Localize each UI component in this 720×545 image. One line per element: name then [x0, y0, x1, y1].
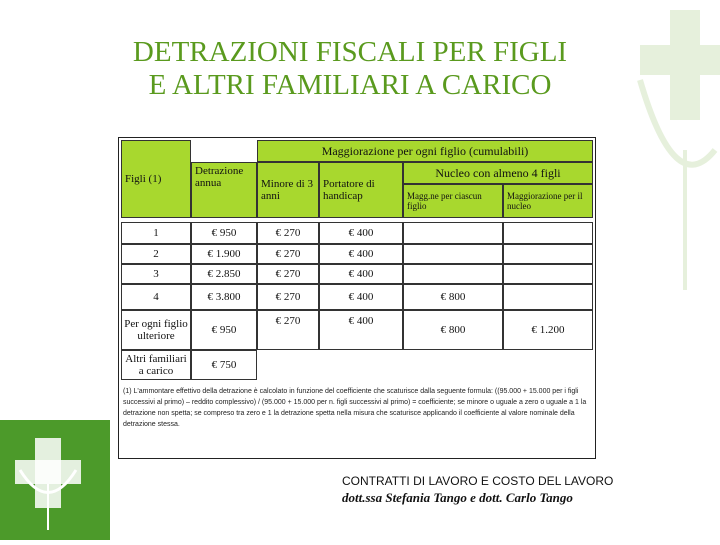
decorative-cross-logo — [0, 420, 110, 540]
cell-minore: € 270 — [257, 244, 319, 264]
cell-detrazione: € 750 — [191, 350, 257, 380]
header-magg-nucleo: Maggiorazione per il nucleo — [503, 184, 593, 218]
cell-magg-nucleo — [503, 222, 593, 244]
cell-figli: Per ogni figlio ulteriore — [121, 310, 191, 350]
header-maggiorazione: Maggiorazione per ogni figlio (cumulabili) — [257, 140, 593, 162]
cell-magg-figlio — [403, 244, 503, 264]
cell-magg-figlio — [403, 264, 503, 284]
cell-figli: 1 — [121, 222, 191, 244]
cell-detrazione: € 2.850 — [191, 264, 257, 284]
header-detrazione: Detrazione annua — [191, 162, 257, 218]
cell-handicap: € 400 — [319, 284, 403, 310]
header-figli: Figli (1) — [121, 140, 191, 218]
cell-minore: € 270 — [257, 310, 319, 350]
cell-magg-nucleo — [503, 284, 593, 310]
cell-handicap: € 400 — [319, 264, 403, 284]
cell-minore: € 270 — [257, 222, 319, 244]
cell-handicap: € 400 — [319, 244, 403, 264]
cell-magg-figlio: € 800 — [403, 284, 503, 310]
cell-magg-nucleo: € 1.200 — [503, 310, 593, 350]
cell-figli: Altri familiari a carico — [121, 350, 191, 380]
deductions-table — [118, 137, 596, 459]
cell-detrazione: € 1.900 — [191, 244, 257, 264]
cell-minore: € 270 — [257, 264, 319, 284]
cell-detrazione: € 950 — [191, 310, 257, 350]
cell-figli: 4 — [121, 284, 191, 310]
cell-handicap: € 400 — [319, 222, 403, 244]
header-nucleo: Nucleo con almeno 4 figli — [403, 162, 593, 184]
cell-magg-figlio: € 800 — [403, 310, 503, 350]
title-line-2: E ALTRI FAMILIARI A CARICO — [148, 69, 552, 101]
cell-magg-figlio — [403, 222, 503, 244]
page-title — [40, 36, 660, 102]
cell-magg-nucleo — [503, 264, 593, 284]
table-footnote: (1) L'ammontare effettivo della detrazione è calcolato in funzione del coefficiente che scaturisce dalla seguente formula: ((95.000 + 15.000 per i figli successivi al primo) – reddito complessivo) / (95.000 + 15.000 per n. figli successivi al primo) = coefficiente; se minore o uguale a zero o uguale a 1 la detrazione non spetta; se compreso tra zero e 1 la detrazione spetta nella misura che scaturisce applicando il coefficiente al valore nominale della detrazione stessa. — [123, 388, 587, 428]
cell-figli: 3 — [121, 264, 191, 284]
cell-minore: € 270 — [257, 284, 319, 310]
footer-authors: dott.ssa Stefania Tango e dott. Carlo Tango — [342, 490, 573, 505]
title-line-1: DETRAZIONI FISCALI PER FIGLI — [132, 36, 568, 68]
header-magg-ciascuno: Magg.ne per ciascun figlio — [403, 184, 503, 218]
cell-magg-nucleo — [503, 244, 593, 264]
cell-figli: 2 — [121, 244, 191, 264]
header-portatore: Portatore di handicap — [319, 162, 403, 218]
cell-detrazione: € 3.800 — [191, 284, 257, 310]
cell-detrazione: € 950 — [191, 222, 257, 244]
footer — [342, 474, 672, 506]
header-minore: Minore di 3 anni — [257, 162, 319, 218]
cell-handicap: € 400 — [319, 310, 403, 350]
footer-course-title: CONTRATTI DI LAVORO E COSTO DEL LAVORO — [342, 474, 614, 488]
